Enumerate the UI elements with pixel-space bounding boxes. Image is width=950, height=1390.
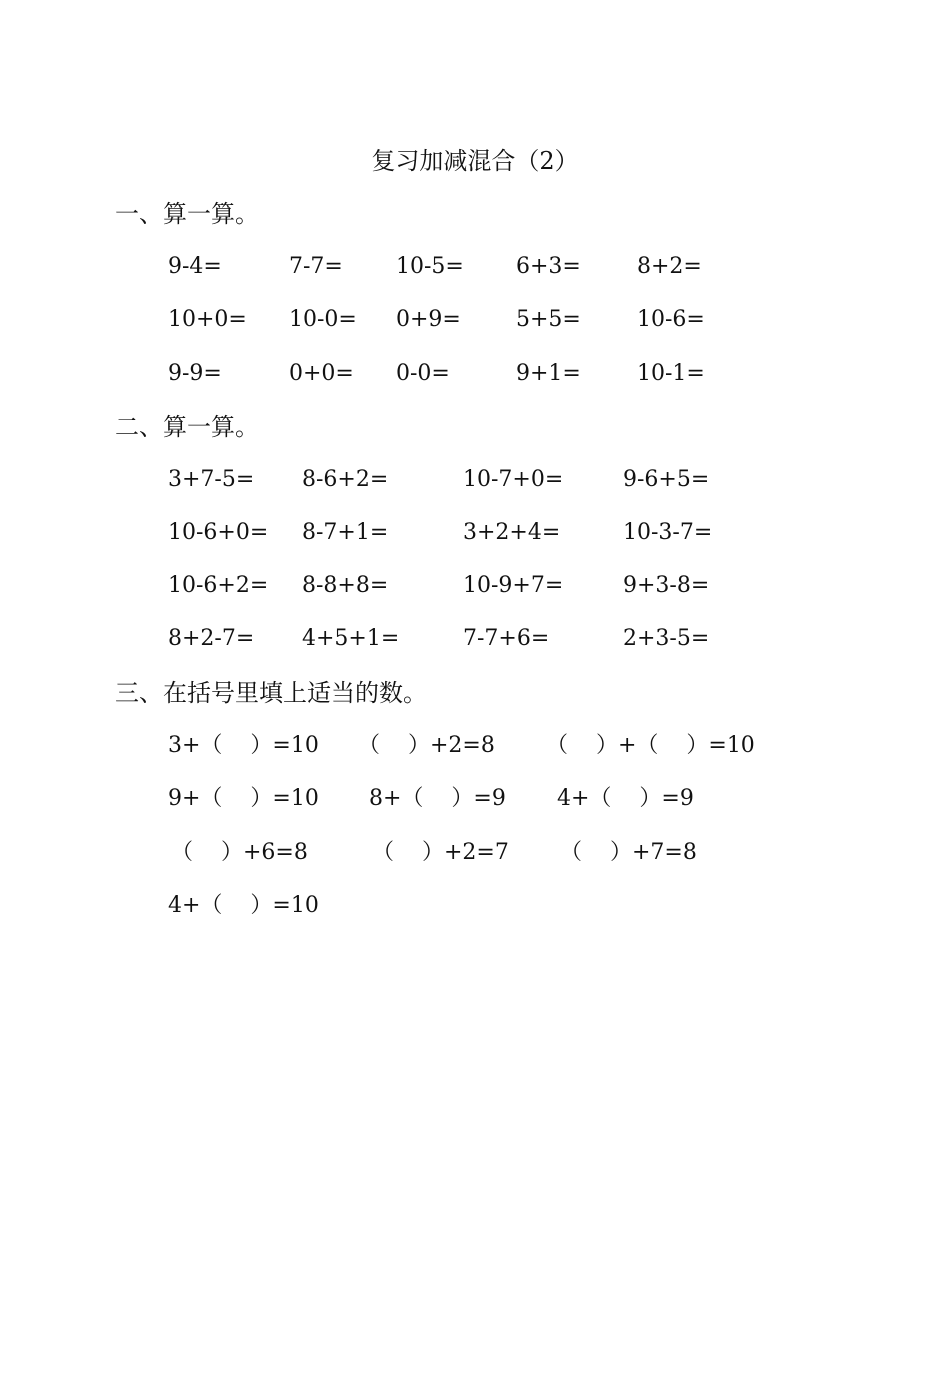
problem: 10+0= — [168, 307, 247, 332]
fill-in-problem: （ ）+2=7 — [372, 840, 509, 865]
problem: 9-6+5= — [623, 467, 710, 492]
problem: 10-3-7= — [623, 520, 713, 545]
fill-in-problem: 3+（ ）=10 — [168, 733, 319, 758]
fill-in-problem: 4+（ ）=9 — [557, 786, 694, 811]
problem: 7-7= — [289, 254, 343, 279]
problem: 10-1= — [637, 361, 705, 386]
problem: 0+9= — [396, 307, 461, 332]
problem: 8+2= — [637, 254, 702, 279]
section-2-row-3 — [0, 569, 950, 603]
problem: 9-4= — [168, 254, 222, 279]
fill-in-problem: （ ）+（ ）=10 — [546, 733, 755, 758]
problem: 7-7+6= — [463, 626, 550, 651]
problem: 10-6+2= — [168, 573, 269, 598]
section-2-heading: 二、算一算。 — [115, 413, 259, 441]
fill-in-problem: （ ）+7=8 — [560, 840, 697, 865]
problem: 6+3= — [516, 254, 581, 279]
problem: 8-7+1= — [302, 520, 389, 545]
section-3-row-4 — [0, 889, 950, 923]
problem: 10-5= — [396, 254, 464, 279]
section-1-row-3 — [0, 357, 950, 391]
problem: 5+5= — [516, 307, 581, 332]
problem: 3+7-5= — [168, 467, 255, 492]
section-2-row-2 — [0, 516, 950, 550]
section-2-row-4 — [0, 622, 950, 656]
section-2-row-1 — [0, 463, 950, 497]
problem: 0-0= — [396, 361, 450, 386]
problem: 10-6= — [637, 307, 705, 332]
section-3-row-1 — [0, 729, 950, 763]
problem: 9+1= — [516, 361, 581, 386]
problem: 2+3-5= — [623, 626, 710, 651]
section-3-row-3 — [0, 836, 950, 870]
section-1-row-2 — [0, 303, 950, 337]
fill-in-problem: （ ）+2=8 — [358, 733, 495, 758]
problem: 9-9= — [168, 361, 222, 386]
problem: 10-0= — [289, 307, 357, 332]
section-1-heading: 一、算一算。 — [115, 200, 259, 228]
problem: 10-7+0= — [463, 467, 564, 492]
problem: 9+3-8= — [623, 573, 710, 598]
fill-in-problem: （ ）+6=8 — [171, 840, 308, 865]
problem: 8-8+8= — [302, 573, 389, 598]
problem: 10-6+0= — [168, 520, 269, 545]
section-1-row-1 — [0, 250, 950, 284]
problem: 8+2-7= — [168, 626, 255, 651]
fill-in-problem: 4+（ ）=10 — [168, 893, 319, 918]
section-3-row-2 — [0, 782, 950, 816]
fill-in-problem: 9+（ ）=10 — [168, 786, 319, 811]
problem: 3+2+4= — [463, 520, 561, 545]
problem: 4+5+1= — [302, 626, 400, 651]
fill-in-problem: 8+（ ）=9 — [369, 786, 506, 811]
page-title: 复习加减混合（2） — [371, 147, 579, 175]
problem: 0+0= — [289, 361, 354, 386]
problem: 10-9+7= — [463, 573, 564, 598]
problem: 8-6+2= — [302, 467, 389, 492]
section-3-heading: 三、在括号里填上适当的数。 — [115, 679, 427, 707]
